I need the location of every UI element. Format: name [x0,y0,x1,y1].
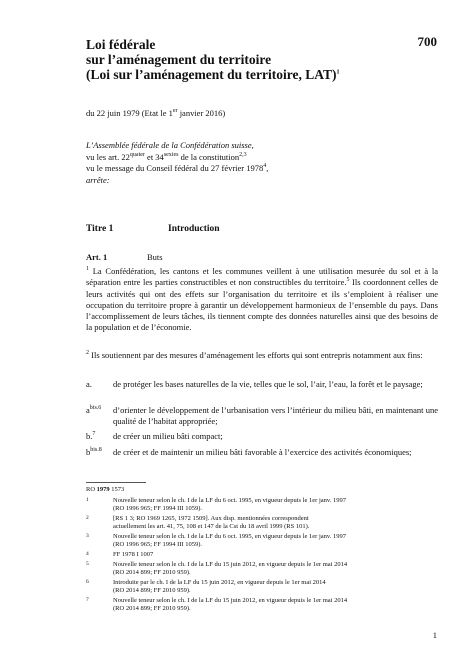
ro-reference: RO 1979 1573 [86,486,125,493]
footnote-number: 7 [86,597,89,603]
preamble-vu-constitution: vu les art. $22^{quater}$ et $34^{sexies}$ de la constitution$^{2,3}$ [86,151,247,162]
footnote-number: 3 [86,533,89,539]
titre-name: Introduction [168,224,220,234]
footnote-text: Nouvelle teneur selon le ch. I de la LF du 6 oct. 1995, en vigueur depuis le 1er janv. 1997 (RO 1996 965; FF 1994 III 1059). [113,497,346,513]
footnote [86,579,438,595]
footnote-separator [86,482,146,483]
page-number: 1 [432,630,437,640]
footnote-number: 6 [86,579,89,585]
footnote-text: Nouvelle teneur selon le ch. I de la LF du 6 oct. 1995, en vigueur depuis le 1er janv. 1997 (RO 1996 965; FF 1994 III 1059). [113,533,346,549]
footnote-ref[interactable]: 5 [346,277,350,284]
footnote-ref[interactable]: 2,3 [239,151,247,158]
footnote-text: Introduite par le ch. I de la LF du 15 juin 2012, en vigueur depuis le 1er mai 2014 (RO 2014 899; FF 2010 959). [113,579,326,595]
footnote-number: 2 [86,515,89,521]
law-title [86,37,386,82]
list-item [86,447,438,471]
footnote-number: 1 [86,497,89,503]
item-label: $a^{bis.6}$ [86,405,102,415]
preamble-assembly: L’Assemblée fédérale de la Confédération suisse, [86,140,254,150]
item-text: d’orienter le développement de l’urbanisation vers l’intérieur du milieu bâti, en maintenant une qualité de l’habitat appropriée; [113,405,438,427]
footnote-number: 4 [86,551,89,557]
preamble-arrete: arrête: [86,174,110,185]
title-line-3: (Loi sur l’aménagement du territoire, LAT)$^1$ [86,67,340,82]
footnote [86,551,438,559]
footnote-ref[interactable]: 4 [263,163,267,170]
footnote-text: Nouvelle teneur selon le ch. I de la LF du 15 juin 2012, en vigueur depuis le 1er mai 2014 (RO 2014 899; FF 2010 959). [113,561,348,577]
footnote-text: Nouvelle teneur selon le ch. I de la LF du 15 juin 2012, en vigueur depuis le 1er mai 2014 (RO 2014 899; FF 2010 959). [113,597,348,613]
footnote-number: 5 [86,561,89,567]
item-label: a. [86,379,92,389]
footnote [86,561,438,577]
list-item [86,405,438,429]
list-item [86,379,438,403]
item-text: de protéger les bases naturelles de la vie, telles que le sol, l’air, l’eau, la forêt et le paysage; [113,379,423,389]
rs-number: 700 [417,34,437,49]
article-number: Art. 1 [86,252,108,262]
list-item [86,431,438,444]
footnote-text: [RS 1 3; RO 1969 1265, 1972 1509]. Aux disp. mentionnées correspondent actuellement les art. 41, 75, 108 et 147 de la Cst du 18 avril 1999 (RS 101). [113,515,310,531]
footnote [86,497,438,513]
footnote-ref[interactable]: 1 [336,69,340,76]
item-label: b.$^7$ [86,431,96,441]
article-name: Buts [147,252,163,262]
footnote [86,597,438,613]
item-text: de créer un milieu bâti compact; [113,431,223,441]
item-label: $b^{bis.8}$ [86,447,102,457]
item-text: de créer et de maintenir un milieu bâti favorable à l’exercice des activités économiques; [113,447,412,457]
footnote [86,533,438,549]
title-line-1: Loi fédérale [86,37,156,52]
title-line-2: sur l’aménagement du territoire [86,52,272,67]
preamble-vu-message: vu le message du Conseil fédéral du 27 février 1978$^4$, [86,163,269,173]
preamble [86,140,436,186]
law-date: du 22 juin 1979 (Etat le 1er janvier 2016) [86,108,226,118]
titre-number: Titre 1 [86,224,114,234]
footnote-text: FF 1978 I 1007 [113,551,154,558]
footnote [86,515,438,531]
paragraph-1: $^1$ La Confédération, les cantons et les communes veillent à une utilisation mesurée du sol et à la séparation entre les parties constructibles et non constructibles du territoire.$^5$ Ils coordonnent celles de leurs activités qui ont des effets sur l’organisation du territoire et ils s’emploient à réaliser une occupation du territoire propre à garantir un développement harmonieux de l’ensemble du pays. Dans l’accomplissement de leurs tâches, ils tiennent compte des données naturelles ainsi que des besoins de la population et de l’économie. [86,266,438,333]
paragraph-2: $^2$ Ils soutiennent par des mesures d’aménagement les efforts qui sont entrepris notamment aux fins: [86,350,423,360]
